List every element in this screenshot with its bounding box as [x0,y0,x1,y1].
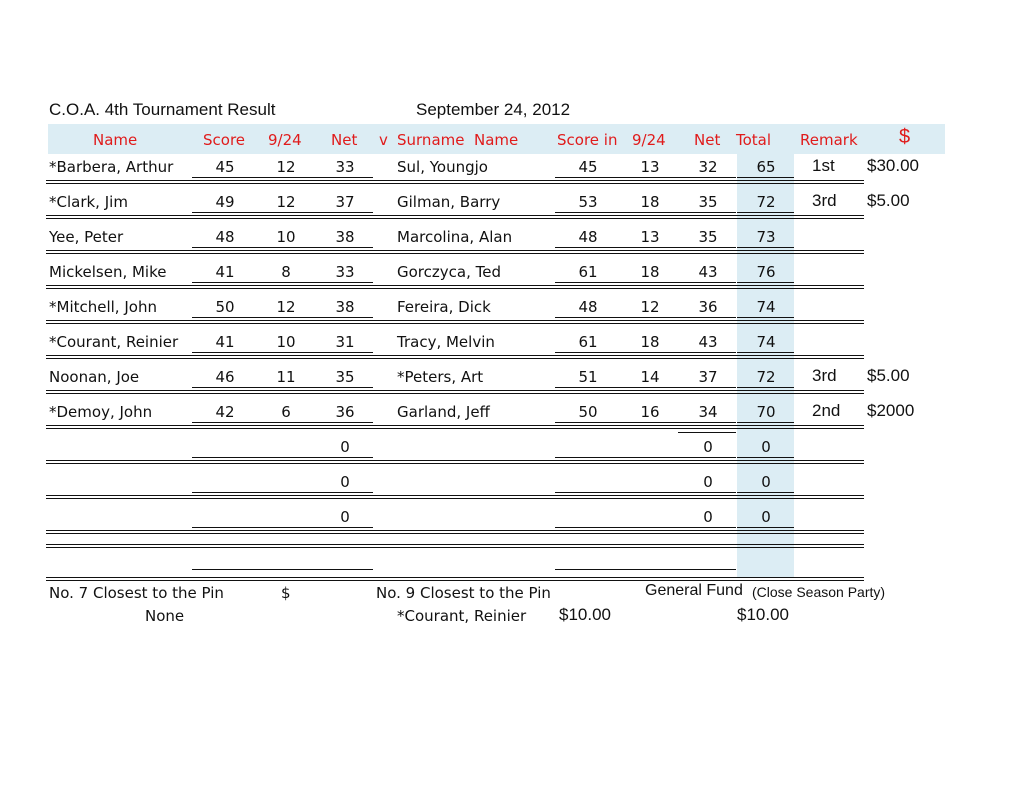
player1-net: 38 [335,298,355,316]
score-underline [192,527,373,528]
player2-score: 51 [578,368,598,386]
player1-hcp: 12 [276,193,296,211]
player1-name: *Clark, Jim [49,193,128,211]
team-total: 76 [756,263,776,281]
col-remark: Remark [800,131,858,149]
player2-net: 36 [698,298,718,316]
prize-amount: $5.00 [867,191,910,210]
player2-score: 45 [578,158,598,176]
player2-name: Marcolina, Alan [397,228,513,246]
row-separator [46,544,864,548]
player1-name: *Mitchell, John [49,298,157,316]
score-underline [555,317,736,318]
player1-score: 46 [215,368,235,386]
page-title: C.O.A. 4th Tournament Result [49,100,276,119]
player1-net: 33 [335,158,355,176]
player1-net: 31 [335,333,355,351]
player2-net: 34 [698,403,718,421]
player1-name: Mickelsen, Mike [49,263,167,281]
score-underline [555,422,736,423]
player2-name: Gorczyca, Ted [397,263,501,281]
col-hcp: 9/24 [268,131,302,149]
score-underline [555,282,736,283]
player1-hcp: 6 [281,403,291,421]
total-underline [737,387,794,388]
player2-score: 61 [578,333,598,351]
row-separator [46,180,864,184]
team-total: 74 [756,298,776,316]
team-total: 72 [756,193,776,211]
player1-score: 48 [215,228,235,246]
pin9-label: No. 9 Closest to the Pin [376,584,551,602]
team-total: 73 [756,228,776,246]
remark: 3rd [812,366,837,385]
score-underline [555,569,736,570]
player1-hcp: 11 [276,368,296,386]
team-total: 0 [761,438,771,456]
player2-net: 35 [698,193,718,211]
player1-net: 35 [335,368,355,386]
score-underline [192,352,373,353]
score-underline [192,387,373,388]
score-underline [192,457,373,458]
score-underline [192,492,373,493]
score-underline [555,247,736,248]
score-underline [555,527,736,528]
col-surname-name: Surname Name [397,131,519,149]
team-total: 74 [756,333,776,351]
player1-hcp: 10 [276,333,296,351]
player2-net: 0 [703,438,713,456]
col-name: Name [93,131,138,149]
player2-hcp: 18 [640,333,660,351]
pin9-amount: $10.00 [559,605,611,624]
score-underline [555,492,736,493]
player1-hcp: 12 [276,158,296,176]
player1-score: 45 [215,158,235,176]
col-score-in: Score in [557,131,618,149]
pin7-winner: None [145,607,185,625]
row-separator [46,425,864,429]
player2-net: 43 [698,263,718,281]
player1-net: 36 [335,403,355,421]
col-hcp2: 9/24 [632,131,666,149]
score-underline [555,177,736,178]
table-bottom-rule [46,577,864,581]
team-total: 65 [756,158,776,176]
remark: 1st [812,156,835,175]
team-total: 70 [756,403,776,421]
pin7-label: No. 7 Closest to the Pin [49,584,224,602]
player1-hcp: 12 [276,298,296,316]
player2-net: 0 [703,473,713,491]
score-underline [555,457,736,458]
score-underline [555,387,736,388]
player2-hcp: 14 [640,368,660,386]
total-underline [737,457,794,458]
player2-hcp: 13 [640,158,660,176]
total-underline [737,352,794,353]
score-underline [192,247,373,248]
score-underline [192,317,373,318]
total-underline [737,177,794,178]
net-underline [678,432,736,433]
total-underline [737,247,794,248]
total-underline [737,282,794,283]
player2-name: Garland, Jeff [397,403,490,421]
team-total: 72 [756,368,776,386]
player1-score: 49 [215,193,235,211]
player2-hcp: 12 [640,298,660,316]
score-underline [192,569,373,570]
row-separator [46,215,864,219]
player1-net: 0 [340,473,350,491]
player2-score: 48 [578,228,598,246]
row-separator [46,530,864,534]
player2-score: 53 [578,193,598,211]
score-underline [192,177,373,178]
total-underline [737,212,794,213]
player1-hcp: 8 [281,263,291,281]
tournament-date: September 24, 2012 [416,100,571,119]
player1-net: 0 [340,508,350,526]
col-net: Net [331,131,358,149]
prize-amount: $5.00 [867,366,910,385]
player2-name: Sul, Youngjo [397,158,488,176]
player1-score: 41 [215,333,235,351]
total-underline [737,317,794,318]
player1-net: 37 [335,193,355,211]
player2-score: 50 [578,403,598,421]
player1-name: Yee, Peter [49,228,124,246]
col-net2: Net [694,131,721,149]
player2-net: 37 [698,368,718,386]
row-separator [46,390,864,394]
player2-name: Tracy, Melvin [397,333,495,351]
total-underline [737,492,794,493]
general-fund-label: General Fund [645,582,743,599]
general-fund-amount: $10.00 [737,605,789,624]
col-prize: $ [899,126,911,148]
row-separator [46,355,864,359]
pin9-winner: *Courant, Reinier [397,607,527,625]
player2-name: Gilman, Barry [397,193,501,211]
col-total: Total [736,131,772,149]
player2-net: 43 [698,333,718,351]
row-separator [46,460,864,464]
player2-score: 48 [578,298,598,316]
score-underline [192,212,373,213]
player2-net: 0 [703,508,713,526]
team-total: 0 [761,473,771,491]
total-underline [737,422,794,423]
remark: 3rd [812,191,837,210]
score-underline [555,352,736,353]
player1-name: *Barbera, Arthur [49,158,174,176]
player1-name: *Courant, Reinier [49,333,179,351]
col-v: v [379,131,388,149]
col-score: Score [203,131,246,149]
score-underline [192,422,373,423]
player2-name: *Peters, Art [397,368,484,386]
score-underline [192,282,373,283]
player1-score: 42 [215,403,235,421]
player2-hcp: 16 [640,403,660,421]
player1-score: 50 [215,298,235,316]
row-separator [46,495,864,499]
player1-net: 0 [340,438,350,456]
prize-amount: $30.00 [867,156,919,175]
row-separator [46,285,864,289]
row-separator [46,320,864,324]
general-fund-note: (Close Season Party) [752,584,886,600]
player2-hcp: 13 [640,228,660,246]
player2-hcp: 18 [640,263,660,281]
player2-net: 35 [698,228,718,246]
player1-score: 41 [215,263,235,281]
total-underline [737,527,794,528]
player2-hcp: 18 [640,193,660,211]
player1-name: Noonan, Joe [49,368,140,386]
team-total: 0 [761,508,771,526]
pin7-dollar: $ [281,584,291,602]
player2-net: 32 [698,158,718,176]
remark: 2nd [812,401,841,420]
score-underline [555,212,736,213]
player1-hcp: 10 [276,228,296,246]
prize-amount: $2000 [867,401,915,420]
player2-score: 61 [578,263,598,281]
player1-name: *Demoy, John [49,403,153,421]
player2-name: Fereira, Dick [397,298,491,316]
row-separator [46,250,864,254]
player1-net: 33 [335,263,355,281]
player1-net: 38 [335,228,355,246]
